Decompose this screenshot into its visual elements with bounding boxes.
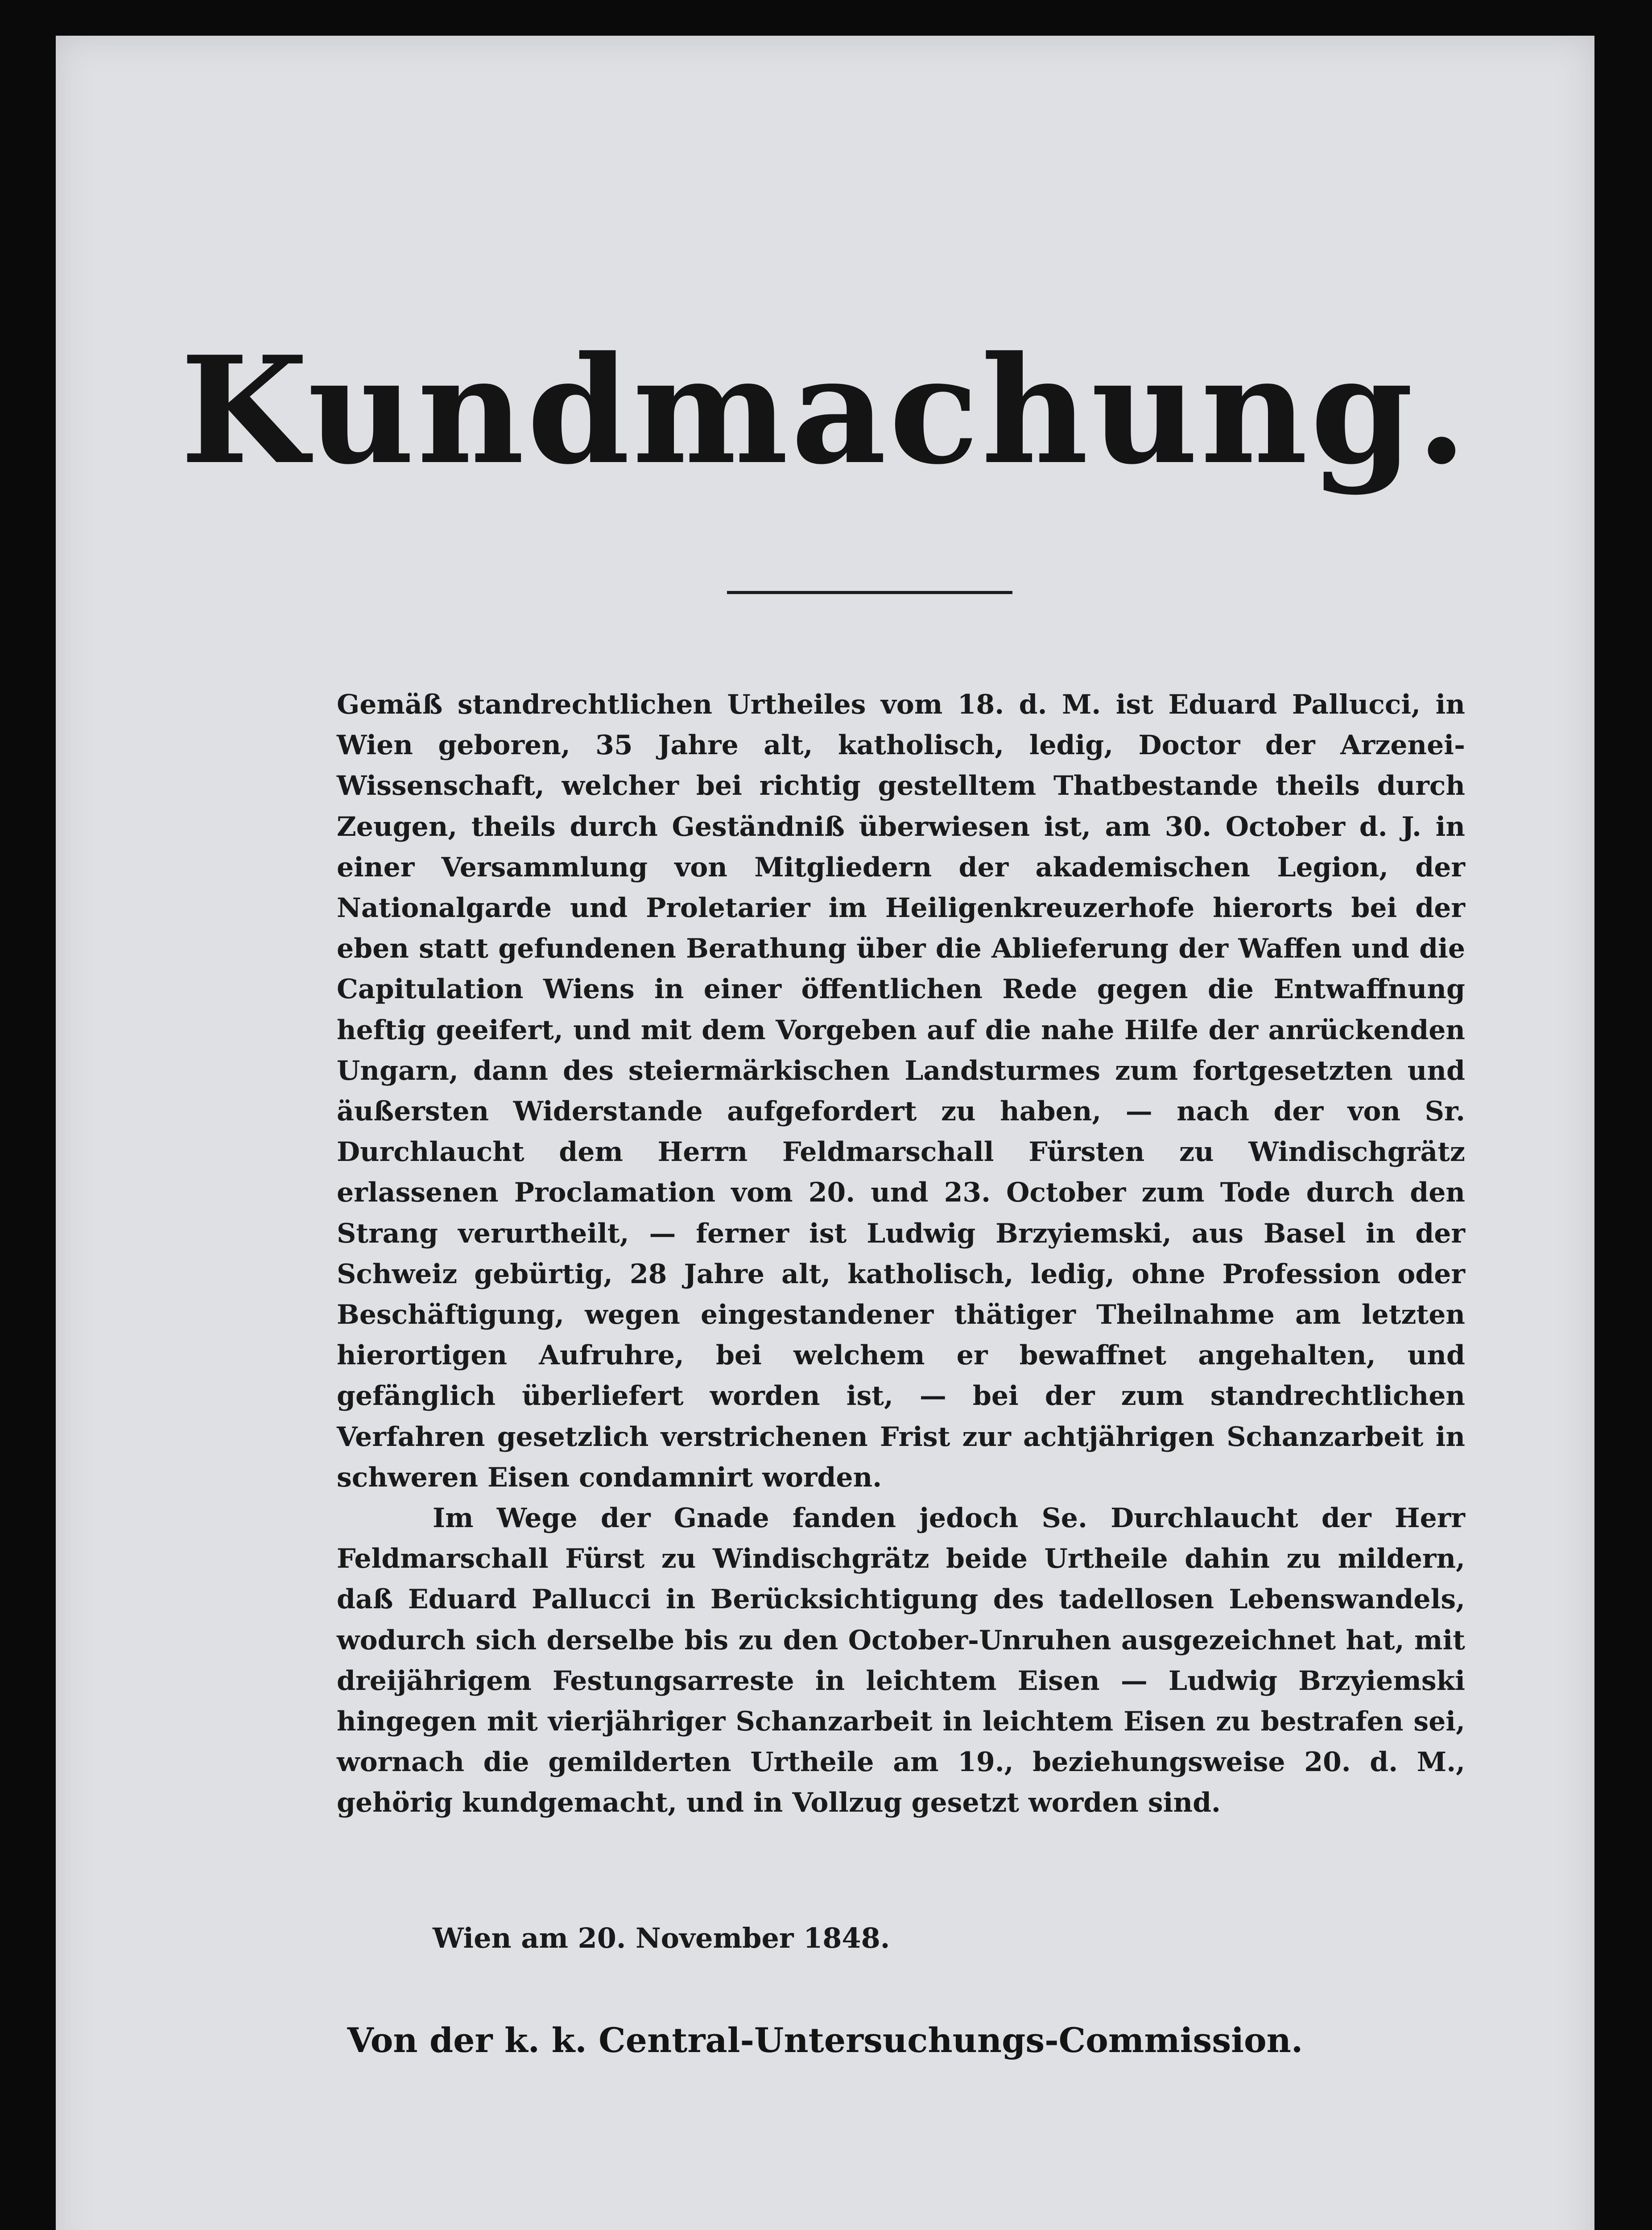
issuing-authority: Von der k. k. Central-Untersuchungs-Commission.	[347, 2020, 1303, 2060]
paragraph-verdict: Gemäß standrechtlichen Urtheiles vom 18. d. M. ist Eduard Pallucci, in Wien geboren, 35 Jahre alt, katholisch, ledig, Doctor der Arzenei-Wissenschaft, welcher bei richtig gestelltem Thatbestande theils durch Zeugen, theils durch Geständniß überwiesen ist, am 30. October d. J. in einer Versammlung von Mitgliedern der akademischen Legion, der Nationalgarde und Proletarier im Heiligenkreuzerhofe hierorts bei der eben statt gefundenen Berathung über die Ablieferung der Waffen und die Capitulation Wiens in einer öffentlichen Rede gegen die Entwaffnung heftig geeifert, und mit dem Vorgeben auf die nahe Hilfe der anrückenden Ungarn, dann des steiermärkischen Landsturmes zum fortgesetzten und äußersten Widerstande aufgefordert zu haben, — nach der von Sr. Durchlaucht dem Herrn Feldmarschall Fürsten zu Windischgrätz erlassenen Proclamation vom 20. und 23. October zum Tode durch den Strang verurtheilt, — ferner ist Ludwig Brzyiemski, aus Basel in der Schweiz gebürtig, 28 Jahre alt, katholisch, ledig, ohne Profession oder Beschäftigung, wegen eingestandener thätiger Theilnahme am letzten hierortigen Aufruhre, bei welchem er bewaffnet angehalten, und gefänglich überliefert worden ist, — bei der zum standrechtlichen Verfahren gesetzlich verstrichenen Frist zur achtjährigen Schanzarbeit in schweren Eisen condamnirt worden.	[337, 689, 1465, 1493]
printer-imprint	[56, 2228, 1594, 2230]
paragraph-clemency: Im Wege der Gnade fanden jedoch Se. Durchlaucht der Herr Feldmarschall Fürst zu Windischgrätz beide Urtheile dahin zu mildern, daß Eduard Pallucci in Berücksichtigung des tadellosen Lebenswandels, wodurch sich derselbe bis zu den October-Unruhen ausgezeichnet hat, mit dreijährigem Festungsarreste in leichtem Eisen — Ludwig Brzyiemski hingegen mit vierjähriger Schanzarbeit in leichtem Eisen zu bestrafen sei, wornach die gemilderten Urtheile am 19., beziehungsweise 20. d. M., gehörig kundgemacht, und in Vollzug gesetzt worden sind.	[337, 1503, 1465, 1819]
dateline: Wien am 20. November 1848.	[433, 1922, 890, 1954]
proclamation-body	[337, 685, 1465, 1824]
poster-sheet	[56, 36, 1594, 2230]
poster-title: Kundmachung.	[180, 324, 1470, 497]
title-divider-rule	[727, 591, 1012, 594]
